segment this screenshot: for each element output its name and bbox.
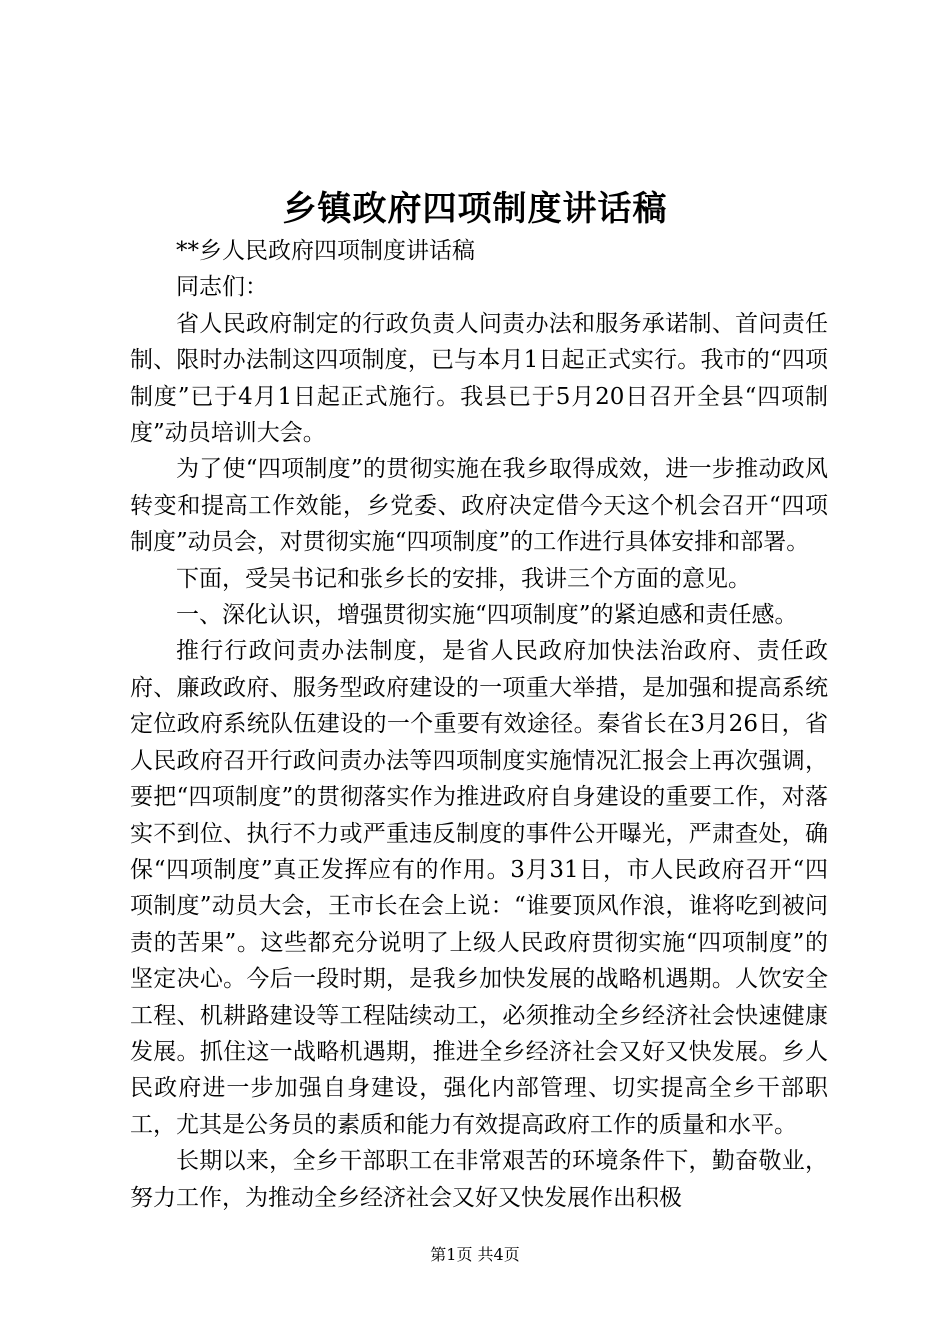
document-title: 乡镇政府四项制度讲话稿 (282, 189, 668, 229)
paragraph-subtitle: **乡人民政府四项制度讲话稿 (176, 238, 475, 264)
paragraph: 为了使“四项制度”的贯彻实施在我乡取得成效，进一步推动政风转变和提高工作效能，乡党委、政府决定借今天这个机会召开“四项制度”动员会，对贯彻实施“四项制度”的工作进行具体安排和部署。 (130, 456, 828, 556)
paragraph: 长期以来，全乡干部职工在非常艰苦的环境条件下，勤奋敬业，努力工作，为推动全乡经济社会又好又快发展作出积极 (130, 1148, 828, 1211)
page-number-footer: 第1页 共4页 (430, 1245, 520, 1264)
section-heading: 一、深化认识，增强贯彻实施“四项制度”的紧迫感和责任感。 (176, 602, 798, 629)
paragraph: 省人民政府制定的行政负责人问责办法和服务承诺制、首问责任制、限时办法制这四项制度，已与本月1日起正式实行。我市的“四项制度”已于4月1日起正式施行。我县已于5月20日召开全县“四项制度”动员培训大会。 (130, 310, 828, 447)
paragraph-salutation: 同志们： (176, 274, 268, 301)
paragraph: 推行行政问责办法制度，是省人民政府加快法治政府、责任政府、廉政政府、服务型政府建设的一项重大举措，是加强和提高系统定位政府系统队伍建设的一个重要有效途径。秦省长在3月26日，省人民政府召开行政问责办法等四项制度实施情况汇报会上再次强调，要把“四项制度”的贯彻落实作为推进政府自身建设的重要工作，对落实不到位、执行不力或严重违反制度的事件公开曝光，严肃查处，确保“四项制度”真正发挥应有的作用。3月31日，市人民政府召开“四项制度”动员大会，王市长在会上说：“谁要顶风作浪，谁将吃到被问责的苦果”。这些都充分说明了上级人民政府贯彻实施“四项制度”的坚定决心。今后一段时期，是我乡加快发展的战略机遇期。人饮安全工程、机耕路建设等工程陆续动工，必须推动全乡经济社会快速健康发展。抓住这一战略机遇期，推进全乡经济社会又好又快发展。乡人民政府进一步加强自身建设，强化内部管理、切实提高全乡干部职工，尤其是公务员的素质和能力有效提高政府工作的质量和水平。 (130, 638, 828, 1138)
document-body (130, 233, 828, 1216)
paragraph: 下面，受吴书记和张乡长的安排，我讲三个方面的意见。 (176, 565, 751, 592)
